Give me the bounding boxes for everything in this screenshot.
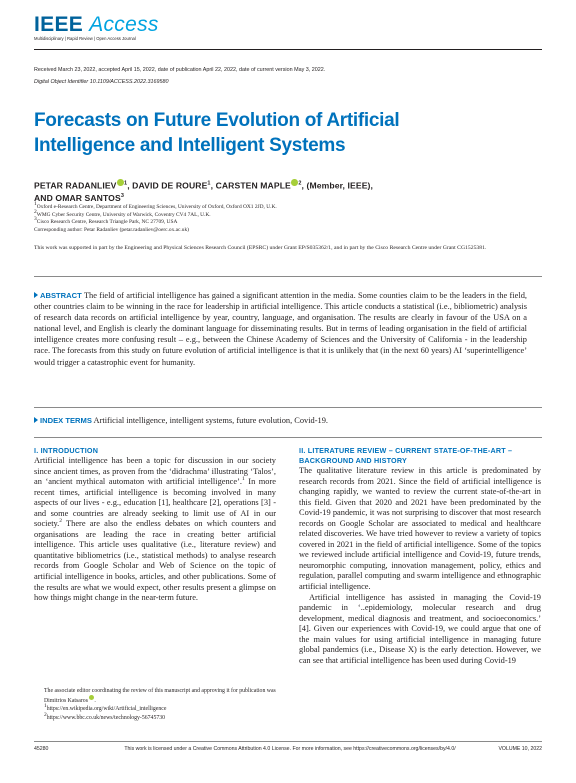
section-heading: I. INTRODUCTION [34,446,99,455]
divider [34,276,542,277]
body-paragraph: Artificial intelligence has assisted in managing the Covid-19 pandemic in ‘..epidemiology, molecular research and drug development, medical diagnosis and treatment, and socioeconomics.’ [4]. Given our experiences with Covid-19, we could argue that one of the main values for using artificial intelligence in managing future global pandemics (i.e., Disease X) is the early detection. However, we can see that artificial intelligence has been used during Covid-19 [299,592,541,665]
header-rule [34,49,542,50]
divider [34,437,542,438]
affiliation-line [34,216,454,227]
license-note[interactable]: This work is licensed under a Creative Commons Attribution 4.0 License. For more information, see https://creativecommons.org/licenses/by/4.0/ [124,746,456,752]
author-affil-sup: 1 [207,180,211,187]
affiliation-text: Cisco Research Centre, Research Triangle Park, NC 27709, USA [36,219,178,226]
orcid-icon[interactable] [117,179,124,186]
triangle-marker-icon [34,417,38,423]
footnotes [34,687,276,722]
author-name: PETAR RADANLIEV [34,180,117,191]
affiliation-sup: 3 [34,216,37,223]
body-paragraph [34,456,276,604]
abstract-text: The field of artificial intelligence has gained a significant attention in the media. Some counties claim to be the leaders in the field, other countries claim to be winning in the race for leadership in artificial intelligence. This article conducts a statistical (i.e., bibliometric) analysis of research data records on artificial intelligence by year, country, language, and organisation. The results are clearly in favour of the USA on a national level, and English is clearly the dominant language for disseminating results. But in terms of leading organisation in the field of artificial intelligence creates more confusing result – e.g., between the Chinese Academy of Sciences and the University of California - in the leadership race. The forecasts from this study on future evolution of artificial intelligence is that it is unlikely that (in the next 60 years) AI ‘superintelligence’ would trigger a catastrophic event for humanity. [34,291,527,367]
footnote [34,711,276,722]
author-affil-sup: 3 [120,192,124,199]
index-terms-label: INDEX TERMS [40,416,92,425]
affiliation-line [34,201,454,212]
footnote-link[interactable]: https://www.bbc.co.uk/news/technology-56745730 [46,714,166,721]
footnote-number: 2 [44,711,47,718]
affiliations [34,201,454,234]
footnote-link[interactable]: https://en.wikipedia.org/wiki/Artificial_intelligence [46,706,167,713]
logo-access: Access [89,13,159,36]
abstract [34,290,527,368]
abstract-label: ABSTRACT [40,291,82,300]
index-terms [34,415,527,426]
paper-title: Forecasts on Future Evolution of Artificial Intelligence and Intelligent Systems [34,110,400,156]
paragraph-text: There are also the endless debates on which counters and organisations are leading the race in creating better artificial intelligence. This article uses qualitative (i.e., literature review) and quantitative bibliometrics (i.e., statistical methods) to analyse research records from Google Scholar and Web of Science on the topic of artificial intelligence in books, articles, and other publications. Some of the results are what we would expect, other results present a glimpse on how things might change in the near-term future. [34,519,276,603]
corresponding-author: Corresponding author: Petar Radanliev (petar.radanliev@oerc.ox.ac.uk) [34,226,189,233]
affiliation-sup: 1 [34,201,37,208]
editor-note-text: The associate editor coordinating the review of this manuscript and approving it for publication was Dimitrios Katsaros [44,688,276,705]
paragraph-text: Artificial intelligence has been a topic for discussion in our society since ancient times, as proven from the ‘didrachma’ illustrating ‘Talos’, an ‘ancient mythical automaton with artificial intelligence’. [34,456,276,487]
left-column [34,446,276,604]
orcid-icon[interactable] [89,695,94,700]
logo-wordmark [34,14,159,36]
footnote-ref[interactable]: 1 [241,476,245,483]
funding-note: This work was supported in part by the Engineering and Physical Sciences Research Council (EPSRC) under Grant EP/S035362/1, and in part by the Cisco Research Centre under Grant CG1525381. [34,245,487,251]
orcid-icon[interactable] [291,179,298,186]
affiliation-text: Oxford e-Research Centre, Department of Engineering Sciences, University of Oxford, Oxford OX1 2JD, U.K. [36,204,277,210]
author-affil-sup: 1 [124,180,128,187]
page-number: 45280 [34,746,49,752]
logo-ieee: IEEE [34,13,84,36]
footnote-number: 1 [44,703,47,710]
affiliation-sup: 2 [34,208,37,215]
editor-note: The associate editor coordinating the review of this manuscript and approving it for publication was Dimitrios Katsaros . [44,688,276,705]
logo-tagline: Multidisciplinary | Rapid Review | Open Access Journal [34,36,136,41]
author-name: , CARSTEN MAPLE [210,180,291,191]
author-list [34,179,454,204]
publication-dates: Received March 23, 2022, accepted April 15, 2022, date of publication April 22, 2022, date of current version May 3, 2022. [34,67,326,73]
author-name: , DAVID DE ROURE [127,180,208,191]
footer-rule [34,741,542,742]
affiliation-text: WMG Cyber Security Centre, University of Warwick, Coventry CV4 7AL, U.K. [36,211,211,218]
triangle-marker-icon [34,292,38,298]
doi-line: Digital Object Identifier 10.1109/ACCESS.2022.3169580 [34,79,169,85]
section-heading: II. LITERATURE REVIEW – CURRENT STATE-OF-THE-ART – BACKGROUND AND HISTORY [299,446,513,465]
body-paragraph: The qualitative literature review in this article is predominated by research records from 2021. Since the field of artificial intelligence is changing rapidly, we wanted to review the current state-of-the-art in this field. Given that 2020 and 2021 have been predominated by the Covid-19 pandemic, it was not surprising to discover that most research records on Google Scholar are associated to medical and healthcare related discoveries. We have tried however to review a variety of topics covered in 2021 in the field of artificial intelligence. Some of the topics we reviewed include artificial intelligence and Covid-19, future trends, neuromorphic computing, innovation management, policy, ethics and regulation, parallel computing and swarm intelligence and ethnographic artificial intelligence. [299,466,541,592]
paragraph-text: In more recent times, artificial intelligence is becoming involved in many aspects of our lives - e.g., education [1], healthcare [2], operations [3] - and some countries are already seeking to limit use of AI in our society. [34,477,277,529]
journal-logo [34,14,159,42]
author-name: AND OMAR SANTOS [34,192,121,203]
footnote [34,705,276,713]
footnote-ref[interactable]: 2 [59,518,63,525]
divider [34,407,542,408]
author-membership: , (Member, IEEE), [301,180,373,191]
volume-label: VOLUME 10, 2022 [498,746,542,752]
index-terms-text: Artificial intelligence, intelligent systems, future evolution, Covid-19. [93,416,328,425]
author-affil-sup: 2 [298,180,302,187]
right-column [299,446,541,666]
